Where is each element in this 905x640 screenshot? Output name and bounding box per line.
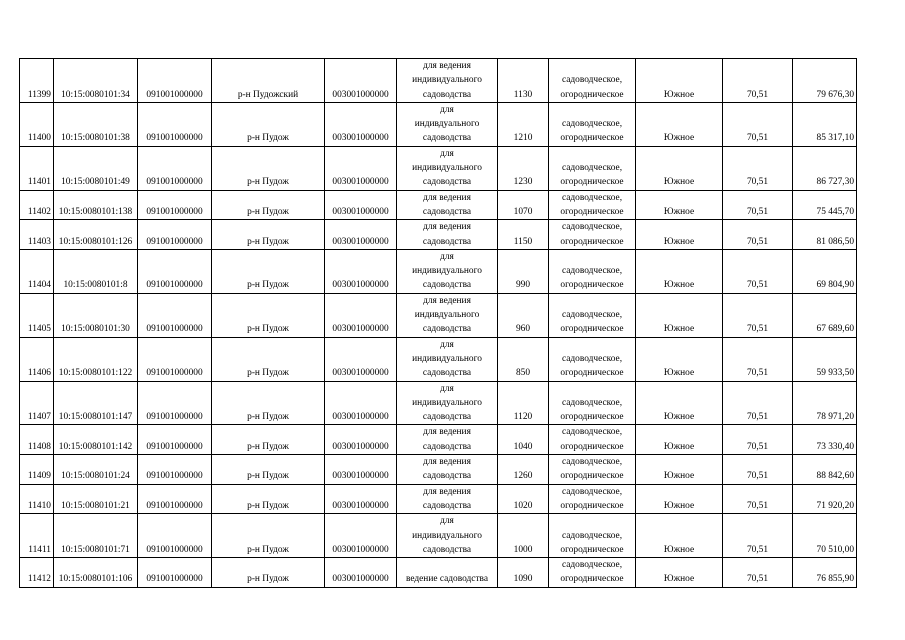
cell-cadastral-value: 73 330,40 [793,425,857,455]
table-row [20,558,857,588]
cell-land-category-line: садоводческое, [561,353,623,364]
cell-area: 960 [498,293,549,337]
table-row [20,190,857,220]
cell-code: 003001000000 [325,425,397,455]
cell-permitted-use-line: для [440,251,454,262]
cell-zone: Южное [636,455,723,485]
cell-code: 003001000000 [325,455,397,485]
cell-okato: 091001000000 [138,425,212,455]
cell-permitted-use-line: садоводства [422,441,472,452]
table-row [20,484,857,514]
cell-permitted-use-line: для [440,339,454,350]
cell-cadastral-number: 10:15:0080101:122 [54,337,138,381]
cell-number: 11411 [20,514,54,558]
cell-cadastral-value: 79 676,30 [793,59,857,103]
cell-permitted-use-line: садоводства [422,89,472,100]
cell-district: р-н Пудож [212,337,325,381]
table-row [20,220,857,250]
cell-code: 003001000000 [325,249,397,293]
cell-okato: 091001000000 [138,337,212,381]
cell-number: 11407 [20,381,54,425]
cell-zone: Южное [636,146,723,190]
table-body [20,59,857,588]
cell-area: 1040 [498,425,549,455]
cell-land-category [549,425,636,455]
cell-land-category-line: огородническое [560,206,624,217]
cell-area: 850 [498,337,549,381]
cell-number: 11401 [20,146,54,190]
cell-cadastral-number: 10:15:0080101:30 [54,293,138,337]
cell-district: р-н Пудож [212,249,325,293]
cell-code: 003001000000 [325,102,397,146]
cell-land-category-line: садоводческое, [561,163,623,174]
cell-district: р-н Пудож [212,558,325,588]
cell-land-category [549,293,636,337]
cell-permitted-use-line: садоводства [422,544,472,555]
cell-permitted-use-line: для [440,104,454,115]
cell-land-category [549,190,636,220]
cell-land-category-line: огородническое [560,368,624,379]
cell-okato: 091001000000 [138,190,212,220]
cell-rate: 70,51 [723,102,793,146]
table-row [20,102,857,146]
cell-permitted-use-line: садоводства [422,236,472,247]
cell-cadastral-number: 10:15:0080101:138 [54,190,138,220]
cell-area: 1120 [498,381,549,425]
cell-district: р-н Пудож [212,190,325,220]
cell-area: 990 [498,249,549,293]
table-row [20,293,857,337]
cell-cadastral-value: 70 510,00 [793,514,857,558]
cell-okato: 091001000000 [138,249,212,293]
cell-number: 11404 [20,249,54,293]
cell-permitted-use-line: садоводства [422,500,472,511]
cell-zone: Южное [636,190,723,220]
cell-land-category [549,59,636,103]
cell-code: 003001000000 [325,381,397,425]
cell-cadastral-value: 71 920,20 [793,484,857,514]
cell-zone: Южное [636,102,723,146]
cell-area: 1020 [498,484,549,514]
cell-cadastral-number: 10:15:0080101:49 [54,146,138,190]
cell-permitted-use-line: садоводства [422,177,472,188]
cell-permitted-use [397,59,498,103]
cell-land-category-line: огородническое [560,236,624,247]
cell-land-category [549,484,636,514]
cell-code: 003001000000 [325,190,397,220]
cell-area: 1090 [498,558,549,588]
cell-permitted-use-line: индивидуального [412,530,482,541]
cell-rate: 70,51 [723,249,793,293]
cell-land-category [549,455,636,485]
cell-permitted-use-line: индивидуального [412,266,482,277]
cell-permitted-use [397,484,498,514]
table-row [20,146,857,190]
cell-okato: 091001000000 [138,220,212,250]
cell-zone: Южное [636,249,723,293]
cell-rate: 70,51 [723,484,793,514]
cell-permitted-use-line: индивидуального [412,397,482,408]
cell-land-category-line: огородническое [560,441,624,452]
cell-okato: 091001000000 [138,484,212,514]
cell-area: 1070 [498,190,549,220]
cell-code: 003001000000 [325,337,397,381]
cell-permitted-use-line: для ведения [423,295,471,306]
cell-permitted-use [397,293,498,337]
cell-land-category-line: огородническое [560,324,624,335]
cell-land-category-line: огородническое [560,177,624,188]
cell-permitted-use-line: для ведения [423,192,471,203]
cell-land-category-line: огородническое [560,500,624,511]
cell-permitted-use [397,146,498,190]
cell-cadastral-value: 75 445,70 [793,190,857,220]
cell-district: р-н Пудож [212,293,325,337]
table-row [20,514,857,558]
cell-code: 003001000000 [325,558,397,588]
cell-land-category-line: садоводческое, [561,119,623,130]
cell-permitted-use-line: для ведения [423,427,471,438]
cell-cadastral-value: 81 086,50 [793,220,857,250]
cell-okato: 091001000000 [138,455,212,485]
cell-permitted-use-line: садоводства [422,206,472,217]
table-row [20,59,857,103]
cell-number: 11409 [20,455,54,485]
cell-okato: 091001000000 [138,381,212,425]
table-row [20,381,857,425]
cell-area: 1230 [498,146,549,190]
cell-rate: 70,51 [723,59,793,103]
cell-permitted-use-line: ведение садоводства [405,574,489,585]
cell-area: 1260 [498,455,549,485]
cell-permitted-use-line: садоводства [422,133,472,144]
cell-cadastral-number: 10:15:0080101:71 [54,514,138,558]
cell-area: 1150 [498,220,549,250]
cell-cadastral-number: 10:15:0080101:38 [54,102,138,146]
cell-okato: 091001000000 [138,514,212,558]
cadastral-table [19,58,857,588]
cell-land-category-line: садоводческое, [561,530,623,541]
cell-rate: 70,51 [723,293,793,337]
cell-rate: 70,51 [723,514,793,558]
cell-number: 11403 [20,220,54,250]
table-row [20,249,857,293]
cell-land-category-line: огородническое [560,89,624,100]
cell-code: 003001000000 [325,59,397,103]
cell-permitted-use [397,455,498,485]
table-row [20,337,857,381]
cell-code: 003001000000 [325,484,397,514]
cell-cadastral-number: 10:15:0080101:126 [54,220,138,250]
cell-number: 11412 [20,558,54,588]
cell-land-category-line: огородническое [560,133,624,144]
cell-cadastral-number: 10:15:0080101:8 [54,249,138,293]
cell-rate: 70,51 [723,220,793,250]
cell-cadastral-value: 78 971,20 [793,381,857,425]
cell-area: 1000 [498,514,549,558]
cell-district: р-н Пудож [212,484,325,514]
cell-land-category-line: садоводческое, [561,266,623,277]
cell-land-category [549,146,636,190]
table-row [20,455,857,485]
cell-cadastral-value: 76 855,90 [793,558,857,588]
cell-land-category-line: садоводческое, [561,486,623,497]
cell-district: р-н Пудож [212,455,325,485]
cell-zone: Южное [636,558,723,588]
cell-permitted-use-line: для ведения [423,457,471,468]
cell-permitted-use-line: садоводства [422,324,472,335]
cell-cadastral-value: 86 727,30 [793,146,857,190]
cell-cadastral-value: 88 842,60 [793,455,857,485]
cell-land-category-line: садоводческое, [561,457,623,468]
cell-rate: 70,51 [723,381,793,425]
cell-permitted-use [397,190,498,220]
cell-number: 11399 [20,59,54,103]
cell-number: 11406 [20,337,54,381]
cell-district: р-н Пудож [212,514,325,558]
cell-land-category-line: огородническое [560,471,624,482]
cell-cadastral-number: 10:15:0080101:142 [54,425,138,455]
cell-permitted-use-line: садоводства [422,280,472,291]
cell-okato: 091001000000 [138,146,212,190]
cell-cadastral-number: 10:15:0080101:106 [54,558,138,588]
cell-cadastral-number: 10:15:0080101:147 [54,381,138,425]
cell-rate: 70,51 [723,190,793,220]
cell-land-category-line: садоводческое, [561,427,623,438]
cell-cadastral-number: 10:15:0080101:24 [54,455,138,485]
cell-okato: 091001000000 [138,59,212,103]
cell-zone: Южное [636,425,723,455]
cell-land-category-line: огородническое [560,412,624,423]
cell-permitted-use-line: индивидуального [412,353,482,364]
cell-permitted-use [397,514,498,558]
cell-area: 1130 [498,59,549,103]
cell-land-category-line: огородническое [560,280,624,291]
cell-district: р-н Пудожский [212,59,325,103]
cell-district: р-н Пудож [212,146,325,190]
cell-land-category-line: садоводческое, [561,192,623,203]
cell-land-category [549,381,636,425]
cell-cadastral-number: 10:15:0080101:34 [54,59,138,103]
cell-permitted-use-line: для ведения [423,222,471,233]
cell-code: 003001000000 [325,514,397,558]
cell-cadastral-number: 10:15:0080101:21 [54,484,138,514]
cell-area: 1210 [498,102,549,146]
cell-district: р-н Пудож [212,102,325,146]
cell-permitted-use [397,337,498,381]
cell-code: 003001000000 [325,220,397,250]
cell-zone: Южное [636,381,723,425]
cell-number: 11408 [20,425,54,455]
cell-permitted-use-line: для ведения [423,486,471,497]
cell-permitted-use-line: садоводства [422,471,472,482]
cell-land-category-line: огородническое [560,544,624,555]
cell-number: 11405 [20,293,54,337]
cell-land-category-line: садоводческое, [561,75,623,86]
cell-permitted-use-line: индивдуального [414,310,480,321]
cell-rate: 70,51 [723,558,793,588]
cell-cadastral-value: 67 689,60 [793,293,857,337]
cell-district: р-н Пудож [212,381,325,425]
cell-permitted-use-line: для [440,148,454,159]
cell-rate: 70,51 [723,425,793,455]
cell-cadastral-value: 85 317,10 [793,102,857,146]
cell-number: 11402 [20,190,54,220]
cell-land-category-line: огородническое [560,574,624,585]
cell-permitted-use-line: для [440,383,454,394]
cell-land-category-line: садоводческое, [561,560,623,571]
cell-land-category [549,514,636,558]
cell-okato: 091001000000 [138,558,212,588]
cell-zone: Южное [636,59,723,103]
cell-cadastral-value: 69 804,90 [793,249,857,293]
cell-zone: Южное [636,484,723,514]
cell-zone: Южное [636,293,723,337]
cell-permitted-use-line: индивидуального [412,163,482,174]
cell-district: р-н Пудож [212,425,325,455]
cell-land-category-line: садоводческое, [561,397,623,408]
table-row [20,425,857,455]
cell-number: 11400 [20,102,54,146]
cell-permitted-use [397,220,498,250]
cell-rate: 70,51 [723,337,793,381]
cell-permitted-use-line: для ведения [423,61,471,71]
cell-district: р-н Пудож [212,220,325,250]
cell-rate: 70,51 [723,146,793,190]
cell-okato: 091001000000 [138,293,212,337]
cell-cadastral-value: 59 933,50 [793,337,857,381]
cell-zone: Южное [636,337,723,381]
cell-land-category [549,102,636,146]
cell-land-category [549,220,636,250]
cell-code: 003001000000 [325,146,397,190]
cell-rate: 70,51 [723,455,793,485]
cell-number: 11410 [20,484,54,514]
cell-land-category-line: садоводческое, [561,310,623,321]
cell-permitted-use [397,249,498,293]
cell-permitted-use [397,425,498,455]
cell-zone: Южное [636,220,723,250]
cell-okato: 091001000000 [138,102,212,146]
cell-land-category [549,337,636,381]
cell-zone: Южное [636,514,723,558]
cell-permitted-use-line: садоводства [422,412,472,423]
cell-land-category [549,249,636,293]
cell-permitted-use [397,102,498,146]
cell-land-category [549,558,636,588]
cell-permitted-use-line: для [440,516,454,527]
cell-permitted-use-line: индивдуального [414,119,480,130]
cell-permitted-use [397,381,498,425]
cell-permitted-use-line: садоводства [422,368,472,379]
cell-permitted-use [397,558,498,588]
cell-land-category-line: садоводческое, [561,222,623,233]
cell-permitted-use-line: индивидуального [412,75,482,86]
cell-code: 003001000000 [325,293,397,337]
